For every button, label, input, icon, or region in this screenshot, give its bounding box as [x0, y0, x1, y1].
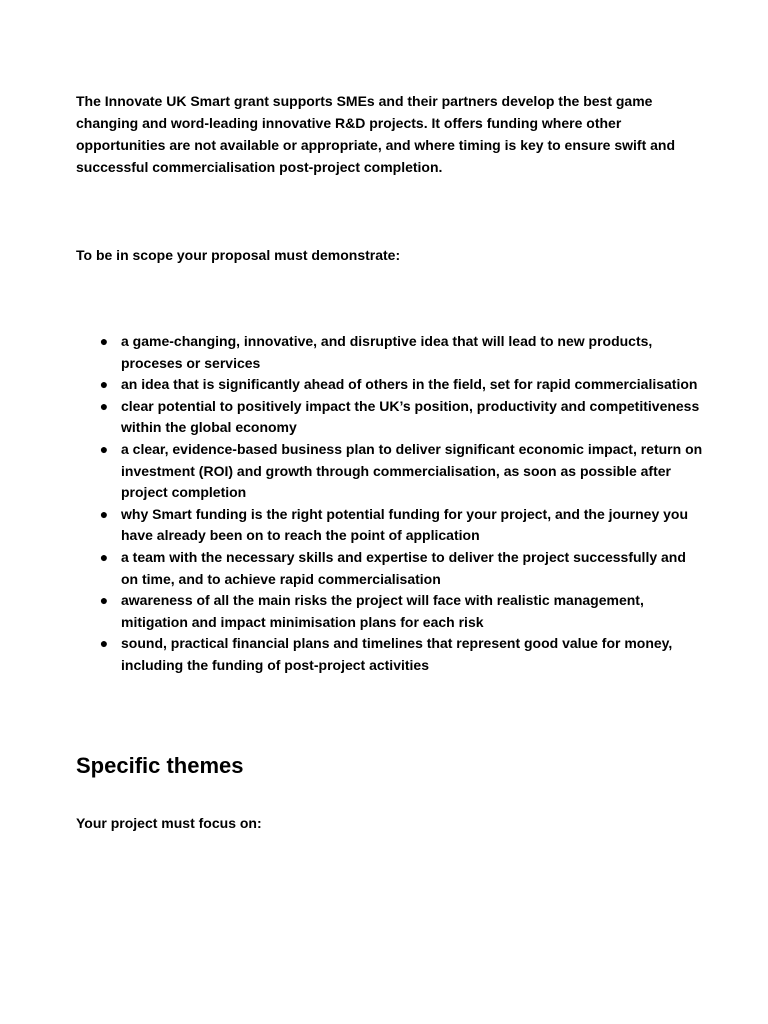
- list-item: [76, 547, 706, 590]
- list-item-text: a team with the necessary skills and expertise to deliver the project successfully and on time, and to achieve rapid commercialisation: [121, 548, 686, 587]
- list-item: [76, 396, 706, 439]
- list-item-text: sound, practical financial plans and timelines that represent good value for money, including the funding of post-project activities: [121, 635, 673, 673]
- list-item-text: clear potential to positively impact the UK’s position, productivity and competitiveness within the global economy: [121, 397, 700, 436]
- bullet-icon: ●: [99, 548, 109, 565]
- scope-criteria-list: [76, 331, 706, 677]
- list-item: [76, 374, 706, 396]
- intro-paragraph: The Innovate UK Smart grant supports SMEs and their partners develop the best game changing and word-leading innovative R&D projects. It offers funding where other opportunities are not available or appropriate, and where timing is key to ensure swift and successful commercialisation post-project completion.: [76, 93, 676, 175]
- list-item: [76, 590, 706, 633]
- bullet-icon: ●: [99, 592, 109, 609]
- list-item-text: awareness of all the main risks the project will face with realistic management, mitigation and impact minimisation plans for each risk: [121, 592, 644, 630]
- list-item: [76, 633, 706, 676]
- list-item: [76, 439, 706, 504]
- list-item-text: why Smart funding is the right potential funding for your project, and the journey you have already been on to reach the point of application: [121, 505, 689, 544]
- scope-label: To be in scope your proposal must demonstrate:: [76, 247, 401, 263]
- bullet-icon: ●: [99, 397, 109, 414]
- list-item: [76, 504, 706, 547]
- list-item-text: a clear, evidence-based business plan to deliver significant economic impact, return on investment (ROI) and growth through commercialisation, as soon as possible after project completion: [121, 440, 703, 501]
- list-item: [76, 331, 706, 374]
- bullet-icon: ●: [99, 635, 109, 652]
- bullet-icon: ●: [99, 505, 109, 522]
- list-item-text: a game-changing, innovative, and disruptive idea that will lead to new products, proceses or services: [121, 333, 653, 371]
- focus-label: Your project must focus on:: [76, 815, 262, 831]
- specific-themes-heading: Specific themes: [76, 753, 244, 778]
- bullet-icon: ●: [99, 440, 109, 457]
- list-item-text: an idea that is significantly ahead of others in the field, set for rapid commercialisation: [121, 376, 698, 393]
- bullet-icon: ●: [99, 376, 109, 393]
- bullet-icon: ●: [99, 333, 109, 349]
